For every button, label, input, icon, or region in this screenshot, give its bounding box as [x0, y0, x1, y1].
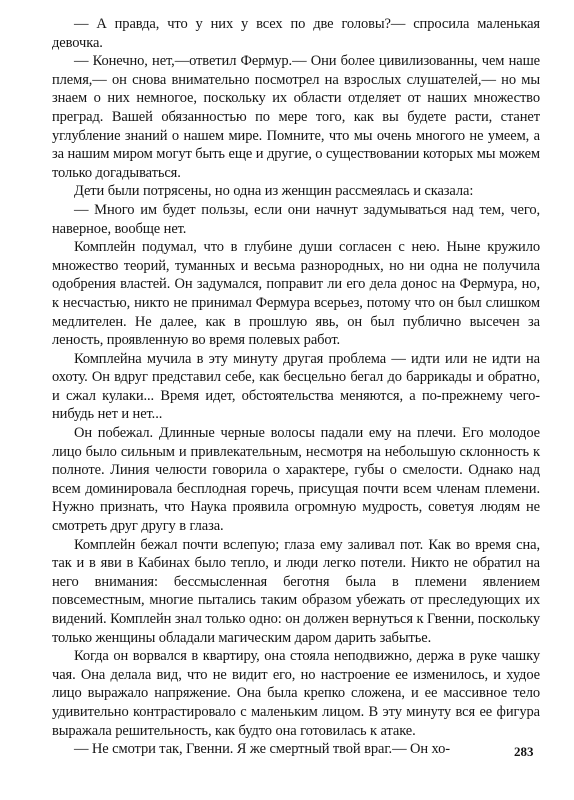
paragraph: Комплейна мучила в эту минуту другая проблема — идти или не идти на охоту. Он вдруг представил себе, как бесцельно бегал до баррикады и обратно, и сжал кулаки... Время идет, обстоятельства меняются, а по-прежнему чего-нибудь нет и нет... [52, 350, 540, 423]
paragraph: — Много им будет пользы, если они начнут задумываться над тем, чего, наверное, вообще нет. [52, 201, 540, 237]
paragraph: — А правда, что у них у всех по две головы?— спросила маленькая девочка. [52, 16, 540, 51]
paragraph: Когда он ворвался в квартиру, она стояла неподвижно, держа в руке чашку чая. Она делала вид, что не видит его, но настроение ее изменилось, и худое лицо выражало напряжение. Она была крепко сложена, и ее массивное тело удивительно контрастировало с маленьким лицом. В эту минуту вся ее фигура выражала решительность, как будто она готовилась к атаке. [52, 648, 540, 739]
paragraph: Он побежал. Длинные черные волосы падали ему на плечи. Его молодое лицо было сильным и привлекательным, несмотря на небольшую склонность к полноте. Линия челюсти говорила о характере, губы о смелости. Однако над всем доминировала бесплодная горечь, присущая почти всем членам племени. Нужно признать, что Наука проявила огромную мудрость, советуя людям не смотреть друг другу в глаза. [52, 425, 540, 535]
paragraph: Дети были потрясены, но одна из женщин рассмеялась и сказала: [74, 183, 474, 200]
paragraph: — Не смотри так, Гвенни. Я же смертный твой враг.— Он хо- [74, 741, 451, 758]
paragraph: — Конечно, нет,—ответил Фермур.— Они более цивилизованны, чем наше племя,— он снова внимательно посмотрел на взрослых слушателей,— но мы знаем о них немногое, поскольку их области отделяет от наших множество преград. Вашей обязанностью по мере того, как вы будете расти, станет углубление знаний о нашем мире. Помните, что мы очень многого не умеем, а за нашим миром могут быть еще и другие, о существовании которых мы можем только догадываться. [52, 53, 540, 181]
paragraph: Комплейн подумал, что в глубине души согласен с нею. Ныне кружило множество теорий, туманных и весьма разнородных, но ни одна не получила одобрения властей. Он задумался, поправит ли его дела донос на Фермура, но, к несчастью, никто не принимал Фермура всерьез, потому что он был слишком медлителен. Не далее, как в прошлую явь, он был публично высечен за леность, проявленную во время полевых работ. [52, 239, 540, 349]
paragraph: Комплейн бежал почти вслепую; глаза ему заливал пот. Как во время сна, так и в яви в Кабинах было тепло, и люди легко потели. Никто не обратил на него внимания: бессмысленная беготня была в племени явлением повсеместным, многие пытались таким образом убежать от преследующих их видений. Комплейн знал только одно: он должен вернуться к Гвенни, поскольку только женщины обладали магическим даром дарить забытье. [52, 536, 540, 646]
body-text [52, 15, 540, 759]
page-number: 283 [514, 744, 534, 759]
